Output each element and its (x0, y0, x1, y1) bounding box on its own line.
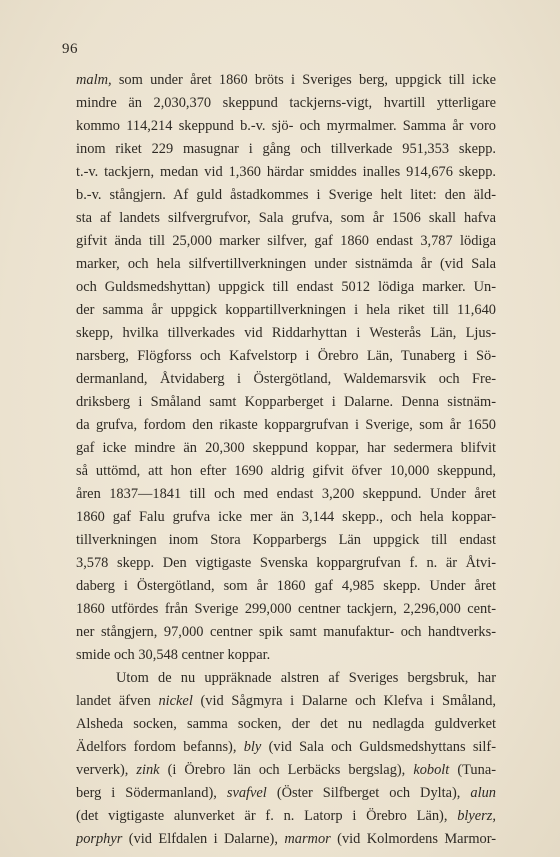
text-line (76, 460, 496, 483)
italic-term: kobolt (413, 762, 450, 778)
text-line (76, 529, 496, 552)
text-segment: kommo 114,214 skeppund b.-v. sjö- och myrmalmer. Samma år voro (76, 118, 496, 134)
text-segment: Ädelfors fordom befanns), (76, 739, 244, 755)
text-line (76, 230, 496, 253)
italic-term: marmor (284, 831, 331, 847)
text-segment: dermanland, Åtvidaberg i Östergötland, Waldemarsvik och Fre- (76, 371, 496, 387)
text-line (76, 598, 496, 621)
text-segment: skepp, hvilka tillverkades vid Riddarhyttan i Westerås Län, Ljus- (76, 325, 496, 341)
text-segment: 3,578 skepp. Den vigtigaste Svenska koppargrufvan f. n. är Åtvi- (76, 555, 496, 571)
text-segment: (det vigtigaste alunverket är f. n. Latorp i Örebro Län), (76, 808, 458, 824)
text-segment: berg i Södermanland), (76, 785, 227, 801)
text-segment: ververk), (76, 762, 137, 778)
italic-term: blyerz, (457, 808, 496, 824)
text-segment: (Tuna- (449, 762, 496, 778)
text-line (76, 759, 496, 782)
text-line (76, 184, 496, 207)
text-line (76, 506, 496, 529)
text-line (76, 368, 496, 391)
text-line (76, 805, 496, 828)
text-segment: daberg i Östergötland, som år 1860 gaf 4,985 skepp. Under året (76, 578, 496, 594)
text-segment: sta af landets silfvergrufvor, Sala grufva, som år 1506 skall hafva (76, 210, 496, 226)
text-segment: (vid Sågmyra i Dalarne och Klefva i Småland, (192, 693, 496, 709)
text-line (76, 207, 496, 230)
text-line (76, 391, 496, 414)
text-line (76, 736, 496, 759)
text-line (76, 713, 496, 736)
text-segment: (Öster Silfberget och Dylta), (266, 785, 471, 801)
text-line (76, 483, 496, 506)
text-segment: t.-v. tackjern, medan vid 1,360 härdar smiddes inalles 914,676 skepp. (76, 164, 496, 180)
text-line (76, 69, 496, 92)
italic-term: svafvel (226, 785, 267, 801)
italic-term: bly (243, 739, 262, 755)
text-segment: (vid Elfdalen i Dalarne), (122, 831, 285, 847)
text-segment: och Guldsmedshyttan) uppgick till endast 5012 lödiga marker. Un- (76, 279, 496, 295)
text-segment: smide och 30,548 centner koppar. (76, 647, 271, 663)
text-line (76, 644, 496, 667)
text-segment: (vid Kolmordens Marmor- (330, 831, 496, 847)
text-segment: så uttömd, att hon efter 1690 aldrig gifvit öfver 10,000 skeppund, (76, 463, 496, 479)
text-segment: (vid Sala och Guldsmedshyttans silf- (261, 739, 496, 755)
text-line (76, 437, 496, 460)
text-segment: landet äfven (76, 693, 159, 709)
text-segment: 1860 gaf Falu grufva icke mer än 3,144 skepp., och hela koppar- (76, 509, 496, 525)
page-number: 96 (62, 41, 78, 57)
text-line (76, 322, 496, 345)
italic-term: alun (470, 785, 496, 801)
text-line (76, 828, 496, 851)
text-line (76, 575, 496, 598)
text-segment: gifvit ända till 25,000 marker silfver, gaf 1860 endast 3,787 lödiga (76, 233, 496, 249)
text-segment: marker, och hela silfvertillverkningen under sistnämda år (vid Sala (76, 256, 496, 272)
text-line (76, 345, 496, 368)
text-line (76, 115, 496, 138)
text-segment: mindre än 2,030,370 skeppund tackjerns-vigt, hvartill ytterligare (76, 95, 496, 111)
text-segment: da grufva, fordom den rikaste koppargrufvan i Sverige, som år 1650 (76, 417, 496, 433)
text-line (76, 690, 496, 713)
italic-term: nickel (158, 693, 193, 709)
text-line (76, 621, 496, 644)
text-segment: tillverkningen inom Stora Kopparbergs Län uppgick till endast (76, 532, 496, 548)
text-line (76, 161, 496, 184)
text-segment: ner stångjern, 97,000 centner spik samt manufaktur- och handtverks- (76, 624, 496, 640)
text-line (76, 782, 496, 805)
italic-term: malm, (76, 72, 112, 88)
text-segment: gaf icke mindre än 20,300 skeppund koppar, har sedermera blifvit (76, 440, 496, 456)
italic-term: porphyr (76, 831, 123, 847)
text-segment: åren 1837—1841 till och med endast 3,200 skeppund. Under året (76, 486, 496, 502)
text-segment: Utom de nu uppräknade alstren af Sveriges bergsbruk, har (116, 670, 496, 686)
text-line (76, 253, 496, 276)
text-segment: som under året 1860 bröts i Sveriges berg, uppgick till icke (111, 72, 496, 88)
text-line (76, 276, 496, 299)
text-segment: 1860 utfördes från Sverige 299,000 centner tackjern, 2,296,000 cent- (76, 601, 496, 617)
text-line (76, 299, 496, 322)
text-segment: (i Örebro län och Lerbäcks bergslag), (159, 762, 414, 778)
text-line (76, 138, 496, 161)
text-segment: der samma år uppgick koppartillverkningen i hela riket till 11,640 (76, 302, 496, 318)
text-segment: narsberg, Flögforss och Kafvelstorp i Örebro Län, Tunaberg i Sö- (76, 348, 496, 364)
body-text (76, 69, 496, 851)
italic-term: zink (136, 762, 160, 778)
text-segment: inom riket 229 masugnar i gång och tillverkade 951,353 skepp. (76, 141, 496, 157)
text-line (76, 92, 496, 115)
text-line (76, 667, 496, 690)
text-line (76, 552, 496, 575)
text-segment: driksberg i Småland samt Kopparberget i Dalarne. Denna sistnäm- (76, 394, 496, 410)
text-segment: b.-v. stångjern. Af guld åstadkommes i Sverige helt litet: den äld- (76, 187, 496, 203)
text-line (76, 414, 496, 437)
text-segment: Alsheda socken, samma socken, der det nu nedlagda guldverket (76, 716, 496, 732)
